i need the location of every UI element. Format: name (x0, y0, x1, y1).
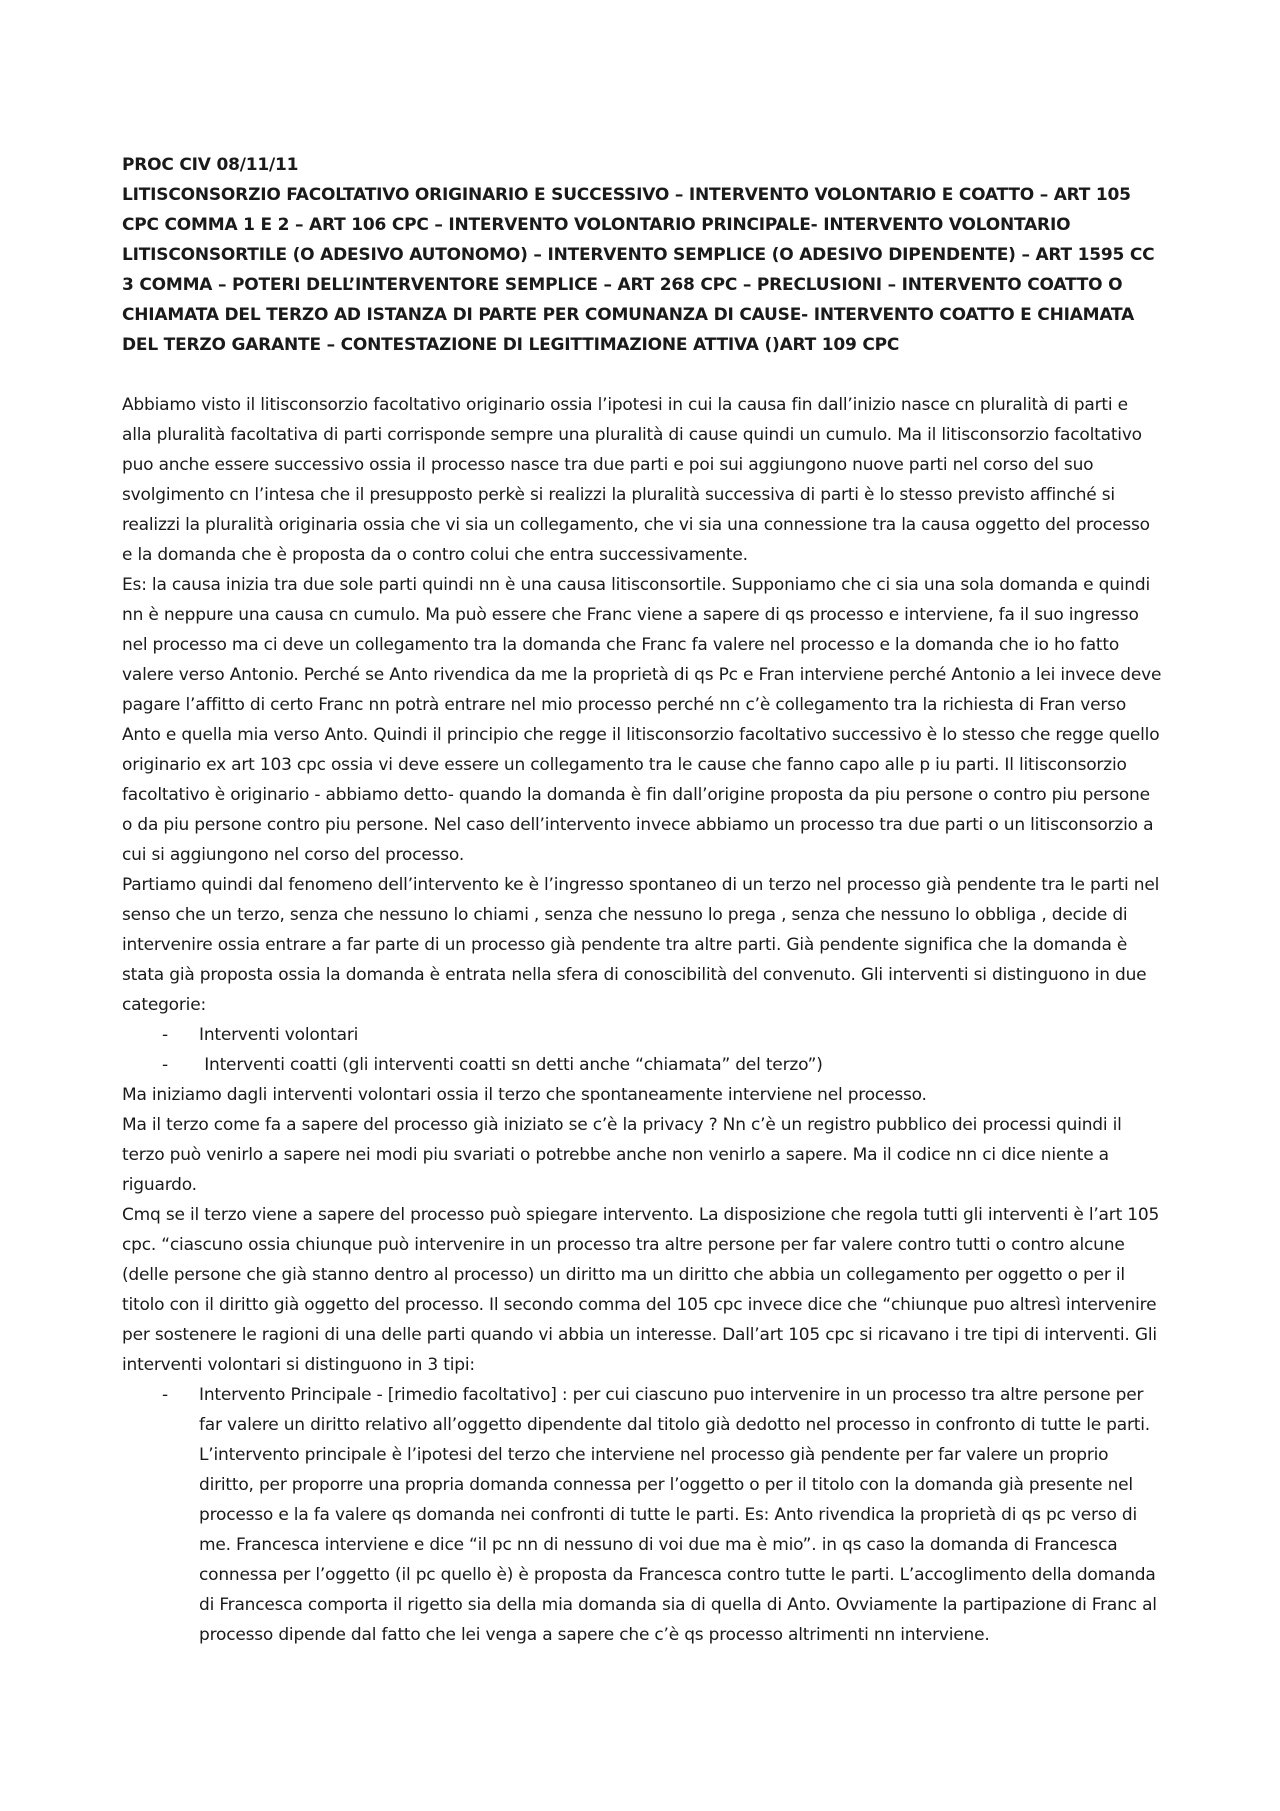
categories-list (122, 1020, 1162, 1080)
paragraph: Ma iniziamo dagli interventi volontari ossia il terzo che spontaneamente interviene nel processo. (122, 1085, 927, 1105)
list-item (122, 1020, 1162, 1050)
document-heading (122, 150, 1162, 360)
bullet-dash: - (162, 1385, 168, 1405)
paragraph: Ma il terzo come fa a sapere del processo già iniziato se c’è la privacy ? Nn c’è un registro pubblico dei processi quindi il terzo può venirlo a sapere nei modi piu svariati o potrebbe anche non venirlo a sapere. Ma il codice nn ci dice niente a riguardo. (122, 1115, 1122, 1195)
paragraph: Partiamo quindi dal fenomeno dell’intervento ke è l’ingresso spontaneo di un terzo nel processo già pendente tra le parti nel senso che un terzo, senza che nessuno lo chiami , senza che nessuno lo prega , senza che nessuno lo obbliga , decide di intervenire ossia entrare a far parte di un processo già pendente tra altre parti. Già pendente significa che la domanda è stata già proposta ossia la domanda è entrata nella sfera di conoscibilità del convenuto. Gli interventi si distinguono in due categorie: (122, 875, 1160, 1015)
paragraph: Abbiamo visto il litisconsorzio facoltativo originario ossia l’ipotesi in cui la causa fin dall’inizio nasce cn pluralità di parti e alla pluralità facoltativa di parti corrisponde sempre una pluralità di cause quindi un cumulo. Ma il litisconsorzio facoltativo puo anche essere successivo ossia il processo nasce tra due parti e poi sui aggiungono nuove parti nel corso del suo svolgimento cn l’intesa che il presupposto perkè si realizzi la pluralità successiva di parti è lo stesso previsto affinché si realizzi la pluralità originaria ossia che vi sia un collegamento, che vi sia una connessione tra la causa oggetto del processo e la domanda che è proposta da o contro colui che entra successivamente. (122, 395, 1150, 565)
bullet-dash: - (162, 1025, 168, 1045)
date-line: PROC CIV 08/11/11 (122, 155, 299, 175)
bullet-dash: - (162, 1055, 168, 1075)
list-item (122, 1050, 1162, 1080)
list-item-text: Intervento Principale - [rimedio facoltativo] : per cui ciascuno puo intervenire in un processo tra altre persone per far valere un diritto relativo all’oggetto dipendente dal titolo già dedotto nel processo in confronto di tutte le parti. L’intervento principale è l’ipotesi del terzo che interviene nel processo già pendente per far valere un proprio diritto, per proporre una propria domanda connessa per l’oggetto o per il titolo con la domanda già presente nel processo e la fa valere qs domanda nei confronti di tutte le parti. Es: Anto rivendica la proprietà di qs pc verso di me. Francesca interviene e dice “il pc nn di nessuno di voi due ma è mio”. in qs caso la domanda di Francesca connessa per l’oggetto (il pc quello è) è proposta da Francesca contro tutte le parti. L’accoglimento della domanda di Francesca comporta il rigetto sia della mia domanda sia di quella di Anto. Ovviamente la partipazione di Franc al processo dipende dal fatto che lei venga a sapere che c’è qs processo altrimenti nn interviene. (199, 1385, 1157, 1645)
intervention-types-list (122, 1380, 1162, 1650)
document-page (122, 150, 1162, 1650)
list-item (122, 1380, 1162, 1650)
paragraph: Cmq se il terzo viene a sapere del processo può spiegare intervento. La disposizione che regola tutti gli interventi è l’art 105 cpc. “ciascuno ossia chiunque può intervenire in un processo tra altre persone per far valere contro tutti o contro alcune (delle persone che già stanno dentro al processo) un diritto ma un diritto che abbia un collegamento per oggetto o per il titolo con il diritto già oggetto del processo. Il secondo comma del 105 cpc invece dice che “chiunque puo altresì intervenire per sostenere le ragioni di una delle parti quando vi abbia un interesse. Dall’art 105 cpc si ricavano i tre tipi di interventi. Gli interventi volontari si distinguono in 3 tipi: (122, 1205, 1160, 1375)
list-item-text: Interventi coatti (gli interventi coatti sn detti anche “chiamata” del terzo”) (199, 1055, 823, 1075)
paragraph: Es: la causa inizia tra due sole parti quindi nn è una causa litisconsortile. Supponiamo che ci sia una sola domanda e quindi nn è neppure una causa cn cumulo. Ma può essere che Franc viene a sapere di qs processo e interviene, fa il suo ingresso nel processo ma ci deve un collegamento tra la domanda che Franc fa valere nel processo e la domanda che io ho fatto valere verso Antonio. Perché se Anto rivendica da me la proprietà di qs Pc e Fran interviene perché Antonio a lei invece deve pagare l’affitto di certo Franc nn potrà entrare nel mio processo perché nn c’è collegamento tra la richiesta di Fran verso Anto e quella mia verso Anto. Quindi il principio che regge il litisconsorzio facoltativo successivo è lo stesso che regge quello originario ex art 103 cpc ossia vi deve essere un collegamento tra le cause che fanno capo alle p iu parti. Il litisconsorzio facoltativo è originario - abbiamo detto- quando la domanda è fin dall’origine proposta da piu persone o contro piu persone o da piu persone contro piu persone. Nel caso dell’intervento invece abbiamo un processo tra due parti o un litisconsorzio a cui si aggiungono nel corso del processo. (122, 575, 1162, 865)
spacer (122, 360, 1162, 390)
list-item-text: Interventi volontari (199, 1025, 359, 1045)
topics-heading: LITISCONSORZIO FACOLTATIVO ORIGINARIO E SUCCESSIVO – INTERVENTO VOLONTARIO E COATTO – ART 105 CPC COMMA 1 E 2 – ART 106 CPC – INTERVENTO VOLONTARIO PRINCIPALE- INTERVENTO VOLONTARIO LITISCONSORTILE (O ADESIVO AUTONOMO) – INTERVENTO SEMPLICE (O ADESIVO DIPENDENTE) – ART 1595 CC 3 COMMA – POTERI DELL’INTERVENTORE SEMPLICE – ART 268 CPC – PRECLUSIONI – INTERVENTO COATTO O CHIAMATA DEL TERZO AD ISTANZA DI PARTE PER COMUNANZA DI CAUSE- INTERVENTO COATTO E CHIAMATA DEL TERZO GARANTE – CONTESTAZIONE DI LEGITTIMAZIONE ATTIVA ()ART 109 CPC (122, 185, 1155, 355)
